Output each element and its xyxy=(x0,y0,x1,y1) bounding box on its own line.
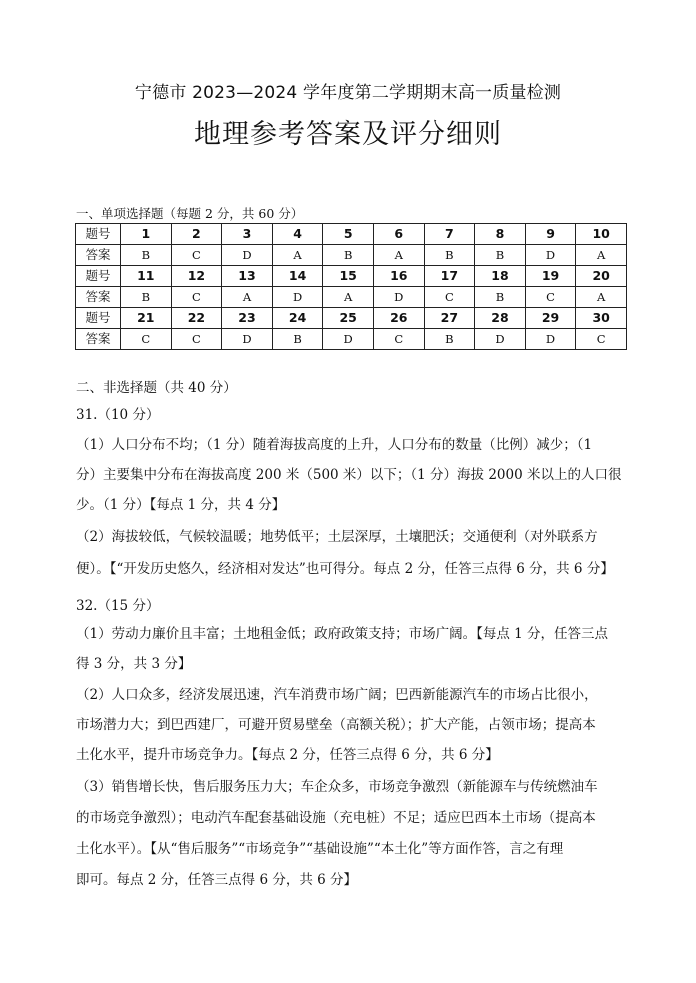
answer-cell: D xyxy=(475,329,526,350)
question-number-cell: 13 xyxy=(222,266,273,287)
answer-cell: A xyxy=(373,245,424,266)
question-number-cell: 30 xyxy=(576,308,627,329)
question-number-cell: 29 xyxy=(525,308,576,329)
answer-cell: A xyxy=(272,245,323,266)
answer-cell: C xyxy=(171,245,222,266)
q31-answer-line: 分）主要集中分布在海拔高度 200 米（500 米）以下；（1 分）海拔 2000 米以上的人口很 xyxy=(76,467,622,483)
section2-heading: 二、非选择题（共 40 分） xyxy=(76,380,237,396)
answer-cell: D xyxy=(222,329,273,350)
question-number-cell: 23 xyxy=(222,308,273,329)
question-number-cell: 8 xyxy=(475,224,526,245)
question-number-cell: 17 xyxy=(424,266,475,287)
q32-answer-line: 得 3 分，共 3 分】 xyxy=(76,656,192,672)
question-number-cell: 21 xyxy=(121,308,172,329)
document-subtitle: 地理参考答案及评分细则 xyxy=(194,119,502,150)
answer-cell: C xyxy=(576,329,627,350)
answer-cell: C xyxy=(121,329,172,350)
row-label-number: 题号 xyxy=(76,224,121,245)
question-number-row xyxy=(76,266,627,287)
row-label-number: 题号 xyxy=(76,308,121,329)
answer-cell: D xyxy=(323,329,374,350)
question-number-cell: 3 xyxy=(222,224,273,245)
answer-cell: C xyxy=(525,287,576,308)
question-number-cell: 5 xyxy=(323,224,374,245)
q32-answer-line: （1）劳动力廉价且丰富；土地租金低；政府政策支持；市场广阔。【每点 1 分，任答三点 xyxy=(76,626,609,642)
answer-cell: B xyxy=(475,287,526,308)
answer-cell: A xyxy=(576,245,627,266)
answer-cell: A xyxy=(576,287,627,308)
question-number-cell: 22 xyxy=(171,308,222,329)
answer-cell: C xyxy=(171,287,222,308)
answer-table xyxy=(75,223,627,350)
answer-cell: D xyxy=(373,287,424,308)
question-number-cell: 4 xyxy=(272,224,323,245)
question-number-cell: 27 xyxy=(424,308,475,329)
q32-label: 32.（15 分） xyxy=(76,598,160,614)
answer-cell: D xyxy=(525,329,576,350)
q32-answer-line: （2）人口众多，经济发展迅速，汽车消费市场广阔；巴西新能源汽车的市场占比很小， xyxy=(76,687,598,703)
question-number-cell: 25 xyxy=(323,308,374,329)
answer-cell: B xyxy=(323,245,374,266)
row-label-answer: 答案 xyxy=(76,287,121,308)
question-number-cell: 26 xyxy=(373,308,424,329)
answer-row xyxy=(76,245,627,266)
question-number-cell: 6 xyxy=(373,224,424,245)
answer-cell: B xyxy=(424,329,475,350)
q32-answer-line: 即可。每点 2 分，任答三点得 6 分，共 6 分】 xyxy=(76,872,358,888)
q32-answer-line: 土化水平）。【从“售后服务”“市场竞争”“基础设施”“本土化”等方面作答，言之有理 xyxy=(76,841,564,857)
answer-cell: D xyxy=(525,245,576,266)
answer-row xyxy=(76,287,627,308)
answer-cell: D xyxy=(222,245,273,266)
q32-answer-line: （3）销售增长快，售后服务压力大；车企众多，市场竞争激烈（新能源车与传统燃油车 xyxy=(76,779,598,795)
question-number-cell: 14 xyxy=(272,266,323,287)
answer-cell: C xyxy=(424,287,475,308)
question-number-cell: 11 xyxy=(121,266,172,287)
question-number-cell: 7 xyxy=(424,224,475,245)
answer-cell: B xyxy=(272,329,323,350)
q32-answer-line: 土化水平，提升市场竞争力。【每点 2 分，任答三点得 6 分，共 6 分】 xyxy=(76,747,499,763)
question-number-row xyxy=(76,308,627,329)
question-number-row xyxy=(76,224,627,245)
question-number-cell: 2 xyxy=(171,224,222,245)
question-number-cell: 28 xyxy=(475,308,526,329)
question-number-cell: 10 xyxy=(576,224,627,245)
row-label-number: 题号 xyxy=(76,266,121,287)
question-number-cell: 18 xyxy=(475,266,526,287)
question-number-cell: 9 xyxy=(525,224,576,245)
q31-answer-line: （1）人口分布不均；（1 分）随着海拔高度的上升，人口分布的数量（比例）减少；（1 xyxy=(76,437,593,453)
answer-row xyxy=(76,329,627,350)
document-title: 宁德市 2023—2024 学年度第二学期期末高一质量检测 xyxy=(134,83,562,103)
question-number-cell: 16 xyxy=(373,266,424,287)
q32-answer-line: 市场潜力大；到巴西建厂，可避开贸易壁垒（高额关税）；扩大产能，占领市场；提高本 xyxy=(76,717,596,733)
answer-cell: A xyxy=(222,287,273,308)
answer-cell: B xyxy=(475,245,526,266)
answer-cell: A xyxy=(323,287,374,308)
q31-answer-line: 便）。【“开发历史悠久，经济相对发达”也可得分。每点 2 分，任答三点得 6 分，共 6 分】 xyxy=(76,561,614,577)
q31-answer-line: （2）海拔较低，气候较温暖；地势低平；土层深厚，土壤肥沃；交通便利（对外联系方 xyxy=(76,529,598,545)
question-number-cell: 24 xyxy=(272,308,323,329)
answer-cell: B xyxy=(424,245,475,266)
answer-cell: C xyxy=(373,329,424,350)
question-number-cell: 1 xyxy=(121,224,172,245)
answer-cell: B xyxy=(121,287,172,308)
answer-cell: B xyxy=(121,245,172,266)
q31-answer-line: 少。（1 分）【每点 1 分，共 4 分】 xyxy=(76,497,286,513)
answer-cell: C xyxy=(171,329,222,350)
answer-cell: D xyxy=(272,287,323,308)
question-number-cell: 20 xyxy=(576,266,627,287)
section1-heading: 一、单项选择题（每题 2 分，共 60 分） xyxy=(76,206,304,221)
q31-label: 31.（10 分） xyxy=(76,407,160,423)
row-label-answer: 答案 xyxy=(76,245,121,266)
row-label-answer: 答案 xyxy=(76,329,121,350)
question-number-cell: 19 xyxy=(525,266,576,287)
question-number-cell: 15 xyxy=(323,266,374,287)
question-number-cell: 12 xyxy=(171,266,222,287)
q32-answer-line: 的市场竞争激烈）；电动汽车配套基础设施（充电桩）不足；适应巴西本土市场（提高本 xyxy=(76,810,596,826)
